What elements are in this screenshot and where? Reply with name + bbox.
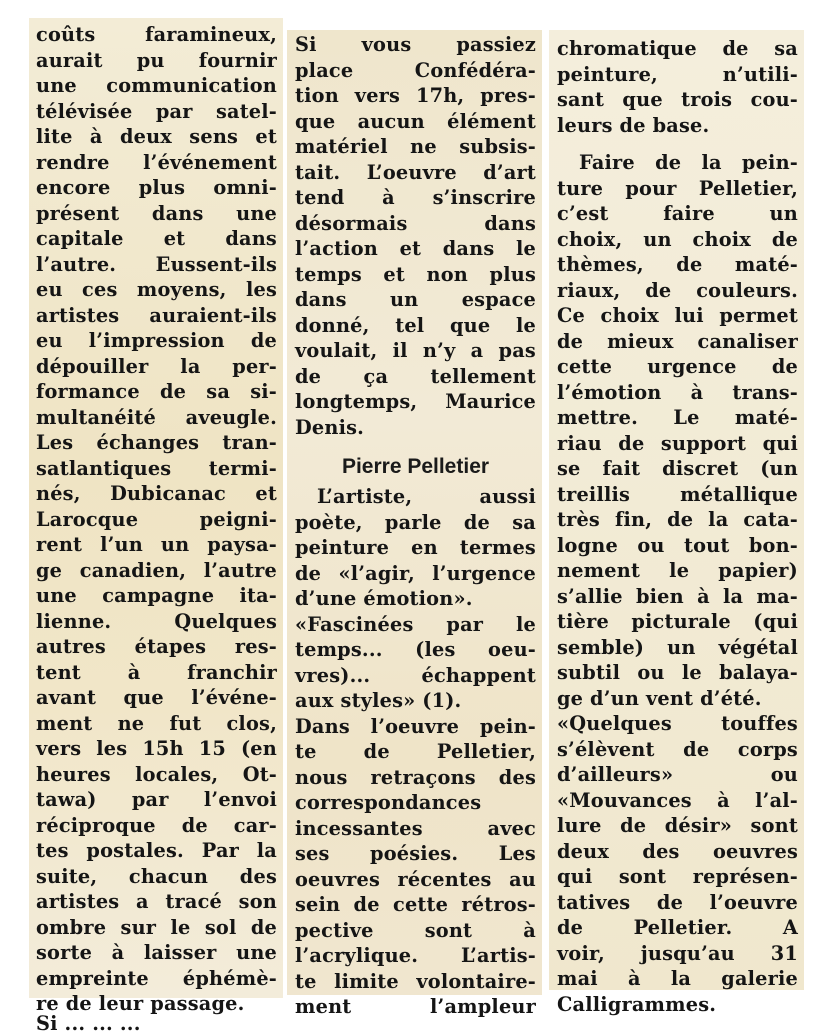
- text-line: que aucun élément: [295, 109, 536, 133]
- text-line: une communication: [36, 74, 277, 97]
- text-line: lure de désir» sont: [557, 814, 798, 837]
- text-line: ture pour Pelletier,: [557, 176, 798, 200]
- text-line: vres)... échappent: [295, 663, 536, 687]
- text-line: Ce choix lui permet: [557, 304, 798, 327]
- text-line: peinture en termes: [295, 536, 536, 559]
- text-line: formance de sa si-: [36, 380, 277, 403]
- text-line: tait. L’oeuvre d’art: [295, 160, 536, 184]
- text-line: une campagne ita-: [36, 584, 277, 607]
- text-line: re de leur passage.: [36, 992, 245, 1015]
- text-line: «Quelques touffes: [557, 712, 798, 735]
- text-line: de «l’agir, l’urgence: [295, 561, 536, 585]
- text-line: sorte à laisser une: [36, 941, 277, 964]
- text-line: donné, tel que le: [295, 313, 536, 337]
- text-line: nés, Dubicanac et: [36, 482, 277, 505]
- text-line: semble) un végétal: [557, 635, 798, 659]
- text-line: choix, un choix de: [557, 227, 798, 251]
- text-line: satlantiques termi-: [36, 456, 277, 480]
- text-line: l’acrylique. L’artis-: [295, 944, 536, 967]
- text-line: rendre l’événement: [36, 150, 277, 174]
- text-line: cette urgence de: [557, 355, 798, 378]
- text-line: chromatique de sa: [557, 37, 798, 60]
- text-line: Faire de la pein-: [579, 151, 798, 174]
- text-line: ses poésies. Les: [295, 842, 536, 865]
- text-line: ge d’un vent d’été.: [557, 686, 762, 710]
- text-line: tatives de l’oeuvre: [557, 890, 798, 914]
- text-line: treillis métallique: [557, 482, 798, 506]
- text-line: artistes auraient-ils: [36, 303, 277, 327]
- text-line: eu l’impression de: [36, 329, 277, 352]
- text-line: «Fascinées par le: [295, 612, 536, 636]
- text-line: de mieux canaliser: [557, 329, 798, 353]
- text-line: télévisée par satel-: [36, 99, 277, 123]
- text-line: de Pelletier. A: [557, 916, 798, 939]
- text-line: sant que trois cou-: [557, 88, 798, 111]
- text-line: tière picturale (qui: [557, 610, 798, 633]
- text-line: suite, chacun des: [36, 864, 277, 888]
- text-line: multanéité aveugle.: [36, 405, 277, 429]
- text-line: Dans l’oeuvre pein-: [295, 714, 536, 738]
- column-1: [29, 18, 283, 1035]
- text-line: présent dans une: [36, 201, 277, 225]
- text-line: dépouiller la per-: [36, 354, 277, 378]
- text-line: vers les 15h 15 (en: [36, 737, 277, 760]
- text-line: aurait pu fournir: [36, 48, 277, 72]
- text-line: riaux, de couleurs.: [557, 278, 798, 302]
- text-line: avant que l’événe-: [36, 686, 277, 709]
- text-line: Denis.: [295, 415, 365, 439]
- text-line: Larocque peigni-: [36, 507, 277, 531]
- text-line: ment ne fut clos,: [36, 711, 277, 735]
- text-line: l’action et dans le: [295, 237, 536, 260]
- text-line: s’élèvent de corps: [557, 737, 798, 761]
- text-line: pective sont à: [295, 918, 536, 942]
- text-line: d’ailleurs» ou: [557, 763, 798, 786]
- text-line: longtemps, Maurice: [295, 390, 536, 413]
- column-2: [287, 30, 542, 1018]
- text-line: heures locales, Ot-: [36, 762, 277, 786]
- text-line: deux des oeuvres: [557, 839, 798, 863]
- text-line: réciproque de car-: [36, 813, 277, 837]
- text-line: te de Pelletier,: [295, 740, 536, 763]
- text-line: Calligrammes.: [557, 992, 717, 1016]
- text-line: rent l’un un paysa-: [36, 533, 277, 556]
- text-line: logne ou tout bon-: [557, 533, 798, 557]
- text-line: mettre. Le maté-: [557, 406, 798, 429]
- text-line: se fait discret (un: [557, 457, 798, 480]
- text-line: de ça tellement: [295, 364, 536, 388]
- text-line: place Confédéra-: [295, 58, 536, 82]
- text-line: poète, parle de sa: [295, 510, 536, 534]
- text-line: voulait, il n’y a pas: [295, 339, 536, 362]
- text-line: c’est faire un: [557, 202, 798, 225]
- text-line: nement le papier): [557, 559, 798, 582]
- text-line: ombre sur le sol de: [36, 915, 277, 939]
- text-line: l’autre. Eussent-ils: [36, 252, 277, 276]
- text-line: peinture, n’utili-: [557, 62, 798, 86]
- text-line: thèmes, de maté-: [557, 253, 798, 276]
- text-line: Si vous passiez: [295, 33, 536, 56]
- text-line: «Mouvances à l’al-: [557, 788, 798, 812]
- text-line: Les échanges tran-: [36, 431, 277, 454]
- text-line: nous retraçons des: [295, 765, 536, 789]
- text-line: tawa) par l’envoi: [36, 788, 277, 811]
- paragraph-break: [557, 138, 798, 150]
- text-line: tes postales. Par la: [36, 839, 277, 862]
- text-line: d’une émotion».: [295, 587, 473, 610]
- text-line: mai à la galerie: [557, 967, 798, 990]
- text-line: te limite volontaire-: [295, 969, 536, 993]
- text-line: incessantes avec: [295, 816, 536, 840]
- text-line: capitale et dans: [36, 227, 277, 250]
- text-line: encore plus omni-: [36, 176, 277, 199]
- text-line: correspondances: [295, 791, 482, 814]
- text-line: très fin, de la cata-: [557, 508, 798, 531]
- text-line: leurs de base.: [557, 113, 710, 137]
- text-line: artistes a tracé son: [36, 890, 277, 913]
- text-line: ment l’ampleur: [295, 995, 536, 1018]
- text-line: temps et non plus: [295, 262, 536, 286]
- text-line: autres étapes res-: [36, 635, 277, 658]
- text-line: eu ces moyens, les: [36, 278, 277, 301]
- text-line: ge canadien, l’autre: [36, 558, 277, 582]
- text-line: subtil ou le balaya-: [557, 661, 798, 684]
- text-line: sein de cette rétros-: [295, 893, 536, 916]
- cut-off-line: Si ... ... ...: [36, 1011, 141, 1035]
- section-heading: Pierre Pelletier: [341, 455, 490, 478]
- text-line: désormais dans: [295, 211, 536, 235]
- text-line: lienne. Quelques: [36, 609, 277, 633]
- text-line: qui sont représen-: [557, 865, 798, 888]
- text-line: empreinte éphémè-: [36, 966, 277, 990]
- text-line: voir, jusqu’au 31: [557, 941, 798, 965]
- text-line: coûts faramineux,: [36, 23, 277, 46]
- text-line: temps... (les oeu-: [295, 638, 536, 661]
- column-3: [549, 30, 804, 1016]
- text-line: L’artiste, aussi: [317, 485, 536, 508]
- text-line: tent à franchir: [36, 660, 277, 684]
- text-line: l’émotion à trans-: [557, 380, 798, 404]
- text-line: matériel ne subsis-: [295, 135, 536, 158]
- text-line: tend à s’inscrire: [295, 186, 536, 209]
- text-line: tion vers 17h, pres-: [295, 84, 536, 107]
- text-line: riau de support qui: [557, 431, 798, 455]
- text-line: s’allie bien à la ma-: [557, 584, 798, 608]
- text-line: dans un espace: [295, 288, 536, 311]
- text-line: oeuvres récentes au: [295, 867, 536, 891]
- text-line: aux styles» (1).: [295, 689, 462, 712]
- text-line: lite à deux sens et: [36, 125, 277, 148]
